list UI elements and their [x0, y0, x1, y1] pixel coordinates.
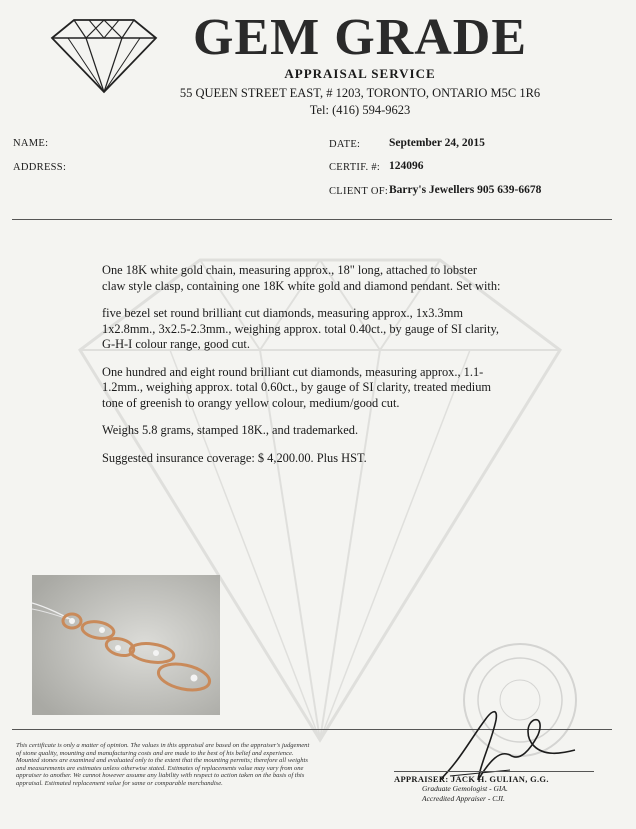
company-subtitle: APPRAISAL SERVICE: [284, 66, 436, 81]
description-paragraph: five bezel set round brilliant cut diamonds, measuring approx., 1x3.3mm 1x2.8mm., 3x2.5-2.3mm., weighing approx. total 0.40ct., by gauge of SI clarity, G-H-I colour range, good cut.: [102, 306, 500, 351]
appraiser-block: [394, 774, 614, 804]
disclaimer-text: This certificate is only a matter of opinion. The values in this appraisal are based on the appraiser's judgement of stone quality, mounting and manufacturing costs and are made to the best of his belief and experience. Mounted stones are examined and evaluated only to the extent that the mounting permits; therefore all weights and measurements are estimates unless otherwise stated. Estimates of replacements value may vary from one appraiser to another. We cannot however assume any liability with respect to action taken on the basis of this appraisal. Estimated replacement value for same or comparable merchandise.: [16, 742, 310, 787]
description-paragraph: Suggested insurance coverage: $ 4,200.00. Plus HST.: [102, 450, 367, 465]
client-label: CLIENT OF:: [329, 186, 389, 197]
header-divider: [12, 219, 612, 220]
address-label: ADDRESS:: [13, 162, 67, 173]
description-paragraph: One hundred and eight round brilliant cut diamonds, measuring approx., 1.1-1.2mm., weighing approx. total 0.60ct., by gauge of SI clarity, treated medium tone of greenish to orangy yellow colour, medium/good cut.: [102, 364, 492, 410]
company-title: GEM GRADE: [193, 9, 527, 66]
pendant-photo: [32, 575, 220, 715]
diamond-logo-icon: [48, 16, 160, 94]
appraiser-credential: Graduate Gemologist - GIA.: [422, 784, 508, 793]
client-value: Barry's Jewellers 905 639-6678: [389, 184, 542, 196]
date-value: September 24, 2015: [389, 137, 485, 149]
certificate-number-value: 124096: [389, 160, 424, 172]
appraiser-credential: Accredited Appraiser - CJI.: [422, 794, 505, 803]
description-block: [102, 263, 502, 466]
company-address: 55 QUEEN STREET EAST, # 1203, TORONTO, ONTARIO M5C 1R6: [179, 86, 541, 100]
signature-line: [394, 771, 594, 772]
date-label: DATE:: [329, 139, 361, 150]
description-paragraph: One 18K white gold chain, measuring approx., 18" long, attached to lobster claw style clasp, containing one 18K white gold and diamond pendant. Set with:: [102, 263, 501, 293]
name-label: NAME:: [13, 138, 49, 149]
certificate-number-label: CERTIF. #:: [329, 162, 381, 173]
description-paragraph: Weighs 5.8 grams, stamped 18K., and trademarked.: [102, 423, 359, 437]
appraiser-name: APPRAISER: JACK H. GULIAN, G.G.: [394, 774, 549, 784]
company-phone: Tel: (416) 594-9623: [309, 103, 411, 117]
